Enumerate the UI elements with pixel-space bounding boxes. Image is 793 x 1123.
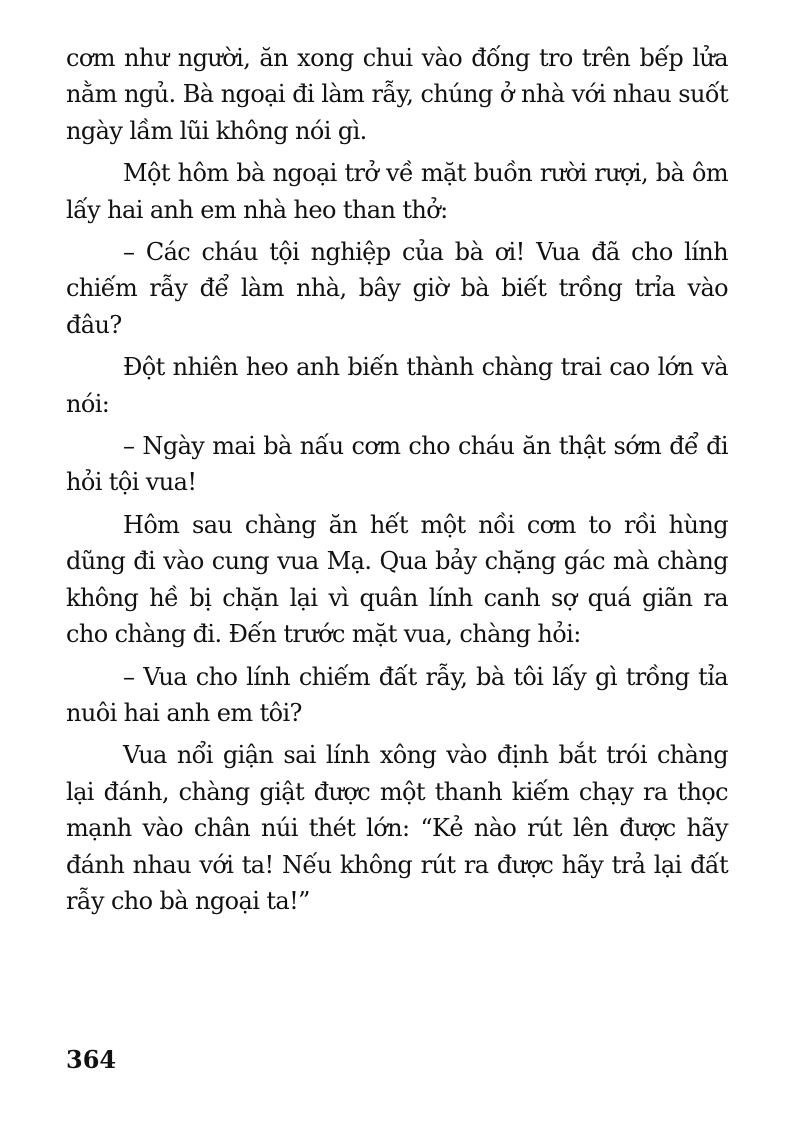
page-number: 364	[66, 1045, 117, 1074]
paragraph-narration: Một hôm bà ngoại trở về mặt buồn rười rượi, bà ôm lấy hai anh em nhà heo than thở:	[66, 159, 728, 224]
paragraph-dialogue: – Các cháu tội nghiệp của bà ơi! Vua đã cho lính chiếm rẫy để làm nhà, bây giờ bà biết trồng trỉa vào đâu?	[66, 238, 728, 339]
paragraph-narration: Đột nhiên heo anh biến thành chàng trai cao lớn và nói:	[66, 353, 728, 418]
body-text	[66, 40, 728, 925]
paragraph-continuation: cơm như người, ăn xong chui vào đống tro trên bếp lửa nằm ngủ. Bà ngoại đi làm rẫy, chúng ở nhà với nhau suốt ngày lầm lũi không nói gì.	[66, 44, 728, 145]
paragraph-dialogue: – Vua cho lính chiếm đất rẫy, bà tôi lấy gì trồng tỉa nuôi hai anh em tôi?	[66, 662, 728, 727]
paragraph-dialogue: – Ngày mai bà nấu cơm cho cháu ăn thật sớm để đi hỏi tội vua!	[66, 432, 728, 497]
paragraph-narration: Vua nổi giận sai lính xông vào định bắt trói chàng lại đánh, chàng giật được một thanh kiếm chạy ra thọc mạnh vào chân núi thét lớn: “Kẻ nào rút lên được hãy đánh nhau với ta! Nếu không rút ra được hãy trả lại đất rẫy cho bà ngoại ta!”	[66, 741, 728, 915]
paragraph-narration: Hôm sau chàng ăn hết một nồi cơm to rồi hùng dũng đi vào cung vua Mạ. Qua bảy chặng gác mà chàng không hề bị chặn lại vì quân lính canh sợ quá giãn ra cho chàng đi. Đến trước mặt vua, chàng hỏi:	[66, 510, 728, 649]
